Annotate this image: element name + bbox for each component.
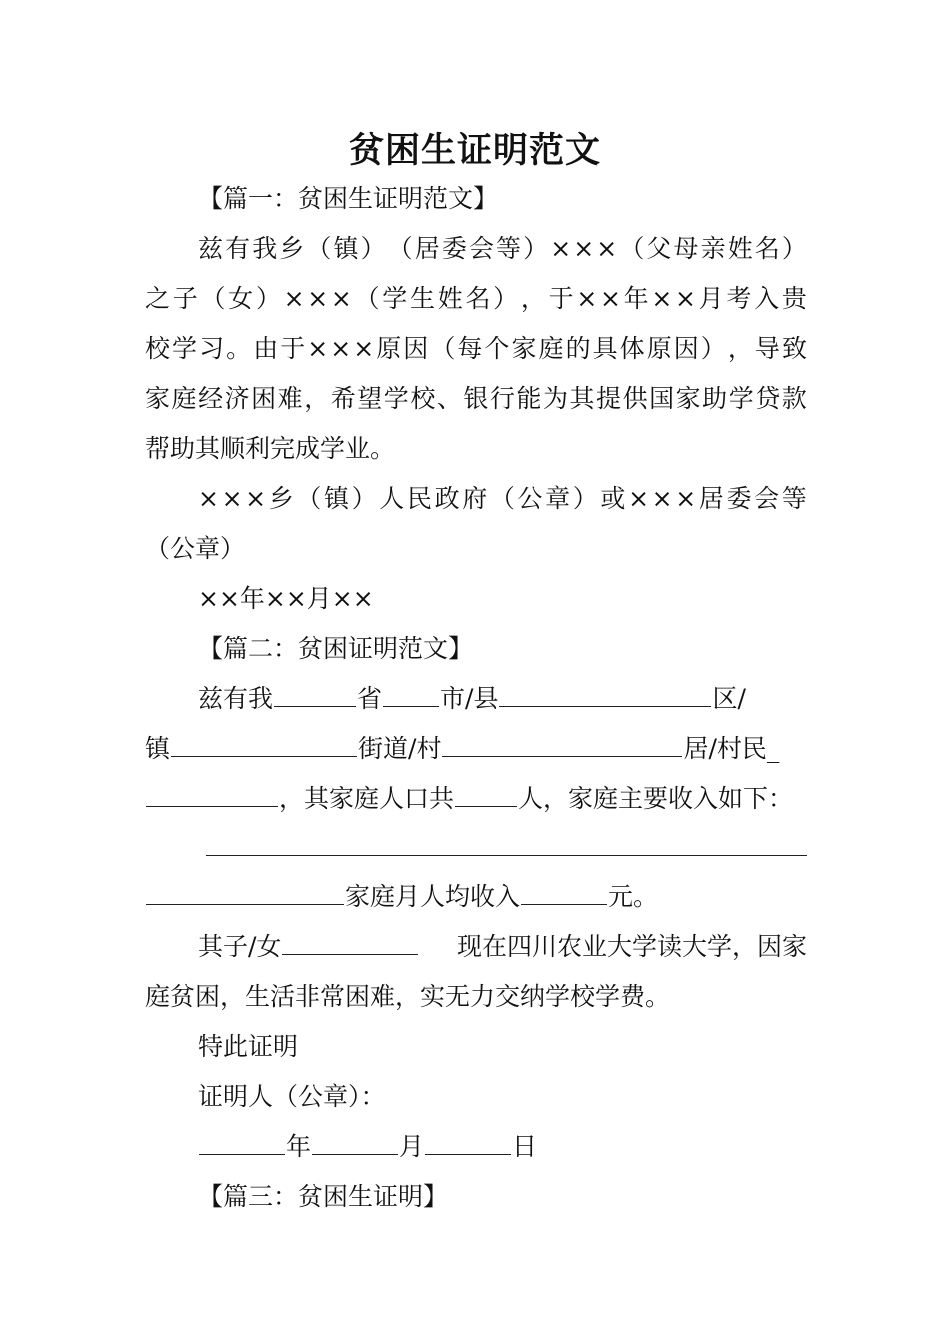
blank-field	[455, 786, 517, 807]
body-line: 庭贫困，生活非常困难，实无力交纳学校学费。	[145, 982, 671, 1011]
body-line: 校 学 习 。 由 于 × × × 原 因 （ 每 个 家 庭 的 具 体 原 因 ） ， 导 致	[145, 334, 807, 363]
blank-field	[425, 1134, 511, 1155]
form-line-address-1	[198, 684, 807, 714]
certify-text: 特此证明	[198, 1032, 299, 1061]
page-title: 贫困生证明范文	[348, 130, 601, 171]
blank-field	[171, 736, 357, 757]
date-line: ××年××月××	[198, 584, 374, 613]
blank-field	[274, 686, 356, 707]
text-span: 日	[512, 1132, 538, 1161]
section-heading-2: 【篇二：贫困证明范文】	[198, 634, 474, 663]
text-span: 省	[357, 684, 383, 713]
witness-line: 证明人（公章）：	[198, 1082, 386, 1111]
blank-field	[442, 736, 682, 757]
text-span: 区/	[712, 684, 746, 713]
text-span: 兹有我	[198, 684, 274, 713]
form-line-income	[145, 882, 807, 912]
text-span: 家庭月人均收入	[345, 882, 521, 911]
section-heading-1: 【篇一：贫困生证明范文】	[198, 184, 499, 213]
text-span: 年	[286, 1132, 312, 1161]
blank-field	[146, 786, 278, 807]
seal-line: （公章）	[145, 534, 246, 563]
body-line: 家 庭 经 济 困 难 ， 希 望 学 校 、 银 行 能 为 其 提 供 国 家 助 学 贷 款	[145, 384, 807, 413]
blank-field	[499, 686, 711, 707]
body-line: 之 子 （ 女 ） × × × （ 学 生 姓 名 ） ， 于 × × 年 × × 月 考 入 贵	[145, 284, 807, 313]
text-span: 元。	[608, 882, 659, 911]
text-span: 人，家庭主要收入如下：	[518, 784, 794, 813]
text-span: 镇	[145, 734, 171, 763]
text-span: 其子/女	[198, 932, 282, 961]
form-line-address-2	[145, 734, 807, 764]
text-span: 街道/村	[358, 734, 442, 763]
date-form-line	[198, 1132, 807, 1162]
body-line: 兹 有 我 乡 （ 镇 ） （ 居 委 会 等 ） × × × （ 父 母 亲 姓 名 ）	[198, 234, 807, 263]
income-blank-line	[206, 855, 807, 856]
blank-field	[312, 1134, 398, 1155]
text-span: 市/县	[440, 684, 499, 713]
text-span: 居/村民_	[683, 734, 780, 763]
form-line-household	[145, 784, 807, 814]
blank-field	[521, 884, 607, 905]
form-line-student	[198, 932, 807, 962]
text-span: 月	[399, 1132, 425, 1161]
text-span: ，其家庭人口共	[279, 784, 455, 813]
blank-field	[146, 884, 344, 905]
text-span: 现在四川农业大学读大学，因家	[456, 932, 807, 961]
blank-field	[199, 1134, 285, 1155]
seal-line: × × × 乡 （ 镇 ） 人 民 政 府 （ 公 章 ） 或 × × × 居 委 会 等	[198, 484, 807, 513]
section-heading-3: 【篇三：贫困生证明】	[198, 1182, 449, 1211]
blank-field	[383, 686, 439, 707]
body-line: 帮助其顺利完成学业。	[145, 434, 396, 463]
blank-field	[282, 934, 418, 955]
